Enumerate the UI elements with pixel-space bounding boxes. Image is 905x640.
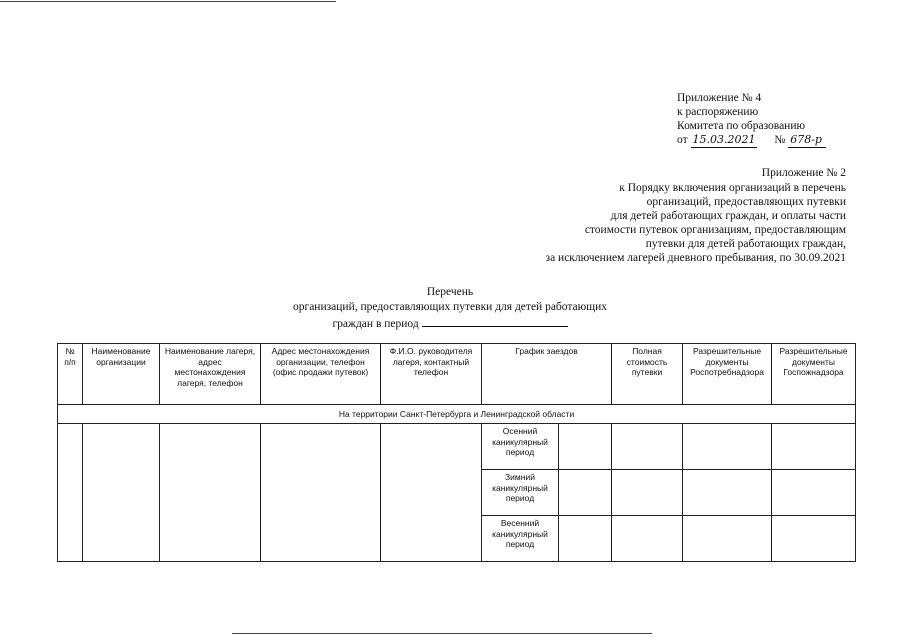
annex2-line: путевки для детей работающих граждан, — [645, 238, 846, 250]
header-arrival-schedule: График заездов — [482, 344, 612, 405]
document-heading — [230, 285, 670, 332]
cell-camp-name — [160, 424, 261, 562]
organizations-table — [57, 343, 856, 562]
annex4-title: Приложение № 4 — [677, 92, 762, 104]
cell-gospozhnadzor-spring — [772, 516, 856, 562]
scan-edge-line-bottom — [232, 633, 652, 634]
cell-cost-autumn — [612, 424, 683, 470]
scan-edge-line-top — [0, 1, 336, 2]
period-blank-line — [422, 315, 568, 327]
annex4-block — [677, 91, 877, 148]
cell-schedule-spring — [559, 516, 612, 562]
header-number: № п/п — [58, 344, 83, 405]
table-row — [58, 424, 856, 470]
header-organization-name: Наименование организации — [83, 344, 160, 405]
cell-cost-spring — [612, 516, 683, 562]
header-full-cost: Полная стоимость путевки — [612, 344, 683, 405]
cell-schedule-winter — [559, 470, 612, 516]
annex4-line3: Комитета по образованию — [677, 120, 806, 132]
annex2-block — [480, 166, 846, 265]
annex4-date-prefix: от — [677, 134, 688, 146]
header-gospozhnadzor: Разрешительные документы Госпожнадзора — [772, 344, 856, 405]
annex2-line: стоимости путевок организациям, предоставляющим — [584, 224, 846, 236]
annex4-number-value: 678-р — [788, 133, 826, 148]
season-label-spring: Весенний каникулярный период — [482, 516, 559, 562]
cell-rospotrebnadzor-winter — [683, 470, 772, 516]
cell-organization-name — [83, 424, 160, 562]
heading-line3 — [230, 315, 670, 332]
cell-rospotrebnadzor-spring — [683, 516, 772, 562]
table-header-row — [58, 344, 856, 405]
annex4-line2: к распоряжению — [677, 106, 759, 118]
cell-rospotrebnadzor-autumn — [683, 424, 772, 470]
annex2-line: организаций, предоставляющих путевки — [646, 196, 846, 208]
cell-number — [58, 424, 83, 562]
cell-schedule-autumn — [559, 424, 612, 470]
season-label-winter: Зимний каникулярный период — [482, 470, 559, 516]
heading-period-label: граждан в период — [332, 318, 419, 330]
annex4-date-value: 15.03.2021 — [692, 133, 756, 146]
cell-gospozhnadzor-autumn — [772, 424, 856, 470]
annex2-line: для детей работающих граждан, и оплаты части — [610, 210, 846, 222]
region-row — [58, 405, 856, 424]
header-camp-name: Наименование лагеря, адрес местонахождения лагеря, телефон — [160, 344, 261, 405]
header-camp-director: Ф.И.О. руководителя лагеря, контактный телефон — [381, 344, 482, 405]
season-label-autumn: Осенний каникулярный период — [482, 424, 559, 470]
header-organization-address: Адрес местонахождения организации, телефон (офис продажи путевок) — [261, 344, 381, 405]
annex4-date-line — [677, 133, 877, 148]
cell-organization-address — [261, 424, 381, 562]
region-label: На территории Санкт-Петербурга и Ленинградской области — [58, 405, 856, 424]
heading-line2: организаций, предоставляющих путевки для детей работающих — [292, 301, 607, 313]
header-rospotrebnadzor: Разрешительные документы Роспотребнадзора — [683, 344, 772, 405]
annex2-line: к Порядку включения организаций в перечень — [619, 182, 846, 194]
annex4-number-prefix: № — [774, 134, 786, 146]
annex2-line: за исключением лагерей дневного пребывания, по 30.09.2021 — [545, 252, 846, 264]
annex2-title: Приложение № 2 — [761, 167, 846, 179]
cell-gospozhnadzor-winter — [772, 470, 856, 516]
cell-cost-winter — [612, 470, 683, 516]
cell-camp-director — [381, 424, 482, 562]
heading-title: Перечень — [426, 286, 474, 298]
